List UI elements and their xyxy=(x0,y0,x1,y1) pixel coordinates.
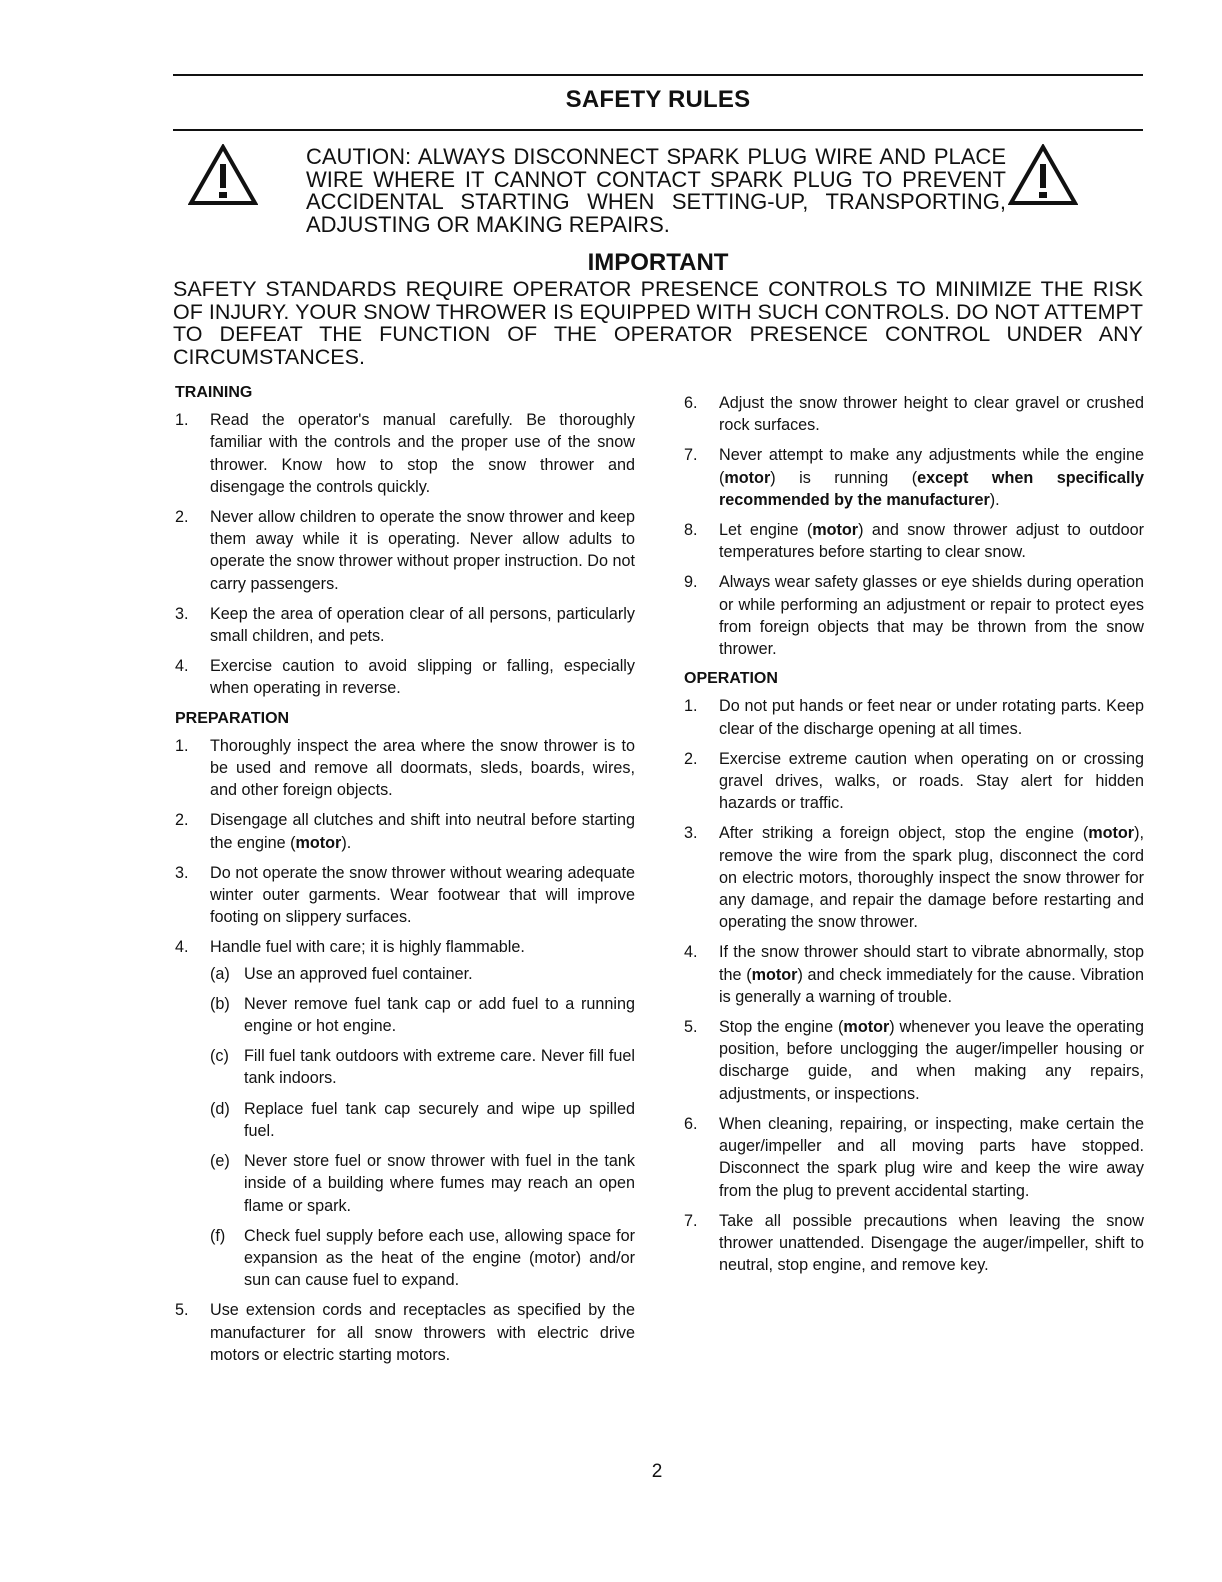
item-number: 6. xyxy=(684,394,698,412)
item-number: 4. xyxy=(175,938,189,957)
training-heading: TRAINING xyxy=(175,384,253,401)
item-number: 7. xyxy=(684,1211,698,1230)
item-text xyxy=(719,941,1144,1008)
list-item xyxy=(684,571,1144,660)
important-heading: IMPORTANT xyxy=(587,249,729,276)
bold-term: motor xyxy=(751,965,798,984)
sub-letter: (a) xyxy=(210,964,230,983)
list-item xyxy=(684,695,1144,739)
sub-text: Replace fuel tank cap securely and wipe up spilled fuel. xyxy=(244,1099,635,1140)
item-text: Read the operator's manual carefully. Be thoroughly familiar with the controls and the proper use of the snow thrower. Know how to stop the snow thrower and disengage the controls quickly. xyxy=(210,411,635,496)
page-title: SAFETY RULES xyxy=(565,86,751,113)
sub-item xyxy=(210,1045,635,1089)
sub-item xyxy=(210,1225,635,1292)
right-column xyxy=(684,392,1144,1284)
text-run: After striking a foreign object, stop the engine ( xyxy=(719,824,1089,843)
bold-term: motor xyxy=(295,833,342,852)
item-text: Adjust the snow thrower height to clear gravel or crushed rock surfaces. xyxy=(719,394,1144,435)
text-run: ) whenever you leave the operating position, before unclogging the auger/impeller housing or discharge guide, and when making any repairs, adjustments, or inspections. xyxy=(719,1018,1145,1103)
sub-text: Check fuel supply before each use, allowing space for expansion as the heat of the engine (motor) and/or sun can cause fuel to expand. xyxy=(244,1226,635,1290)
sub-item xyxy=(210,1150,635,1217)
item-number: 1. xyxy=(175,736,189,755)
item-text xyxy=(210,809,635,853)
text-run: ) and check immediately for the cause. Vibration is generally a warning of trouble. xyxy=(719,965,1144,1006)
page-number: 2 xyxy=(651,1461,663,1482)
item-number: 3. xyxy=(175,604,189,623)
item-number: 2. xyxy=(175,811,189,830)
item-number: 1. xyxy=(684,697,698,716)
preparation-heading: PREPARATION xyxy=(175,709,290,727)
list-item xyxy=(684,519,1144,563)
item-text: Always wear safety glasses or eye shields during operation or while performing an adjustment or repair to protect eyes from foreign objects that may be thrown from the snow thrower. xyxy=(719,573,1144,659)
text-run: Never attempt to make any adjustments while the engine ( xyxy=(719,446,1144,487)
sub-list xyxy=(175,963,635,1292)
sub-text: Fill fuel tank outdoors with extreme care. Never fill fuel tank indoors. xyxy=(244,1047,635,1088)
list-item xyxy=(684,822,1144,933)
text-run: If the snow thrower should start to vibrate abnormally, stop the ( xyxy=(719,943,1144,984)
item-text: Never allow children to operate the snow thrower and keep them away while it is operating. Never allow adults to operate the snow thrower without proper instruction. Do not carry passengers. xyxy=(210,508,635,593)
sub-text: Never store fuel or snow thrower with fuel in the tank inside of a building where fumes may reach an open flame or spark. xyxy=(244,1152,635,1215)
item-text xyxy=(719,519,1144,563)
sub-item xyxy=(210,1098,635,1142)
bold-term: motor xyxy=(843,1018,890,1037)
item-text: Exercise extreme caution when operating on or crossing gravel drives, walks, or roads. Stay alert for hidden hazards or traffic. xyxy=(719,749,1144,813)
list-item xyxy=(175,735,635,802)
text-run: ). xyxy=(989,490,1000,509)
sub-letter: (d) xyxy=(210,1099,230,1118)
item-text: Exercise caution to avoid slipping or falling, especially when operating in reverse. xyxy=(210,657,635,698)
list-item xyxy=(175,655,635,699)
item-number: 3. xyxy=(175,863,189,882)
text-run: ). xyxy=(341,833,352,852)
item-number: 5. xyxy=(684,1018,698,1037)
sub-letter: (c) xyxy=(210,1047,229,1066)
item-number: 1. xyxy=(175,411,189,430)
text-run: ), remove the wire from the spark plug, disconnect the cord on electric motors, thoroughly inspect the snow thrower for any damage, and repair the damage before restarting and operating the snow thrower. xyxy=(719,824,1144,932)
title-rule xyxy=(173,129,1143,131)
list-item xyxy=(684,444,1144,511)
list-item xyxy=(684,1210,1144,1277)
item-number: 3. xyxy=(684,824,698,843)
item-text: Do not operate the snow thrower without wearing adequate winter outer garments. Wear footwear that will improve footing on slippery surfaces. xyxy=(210,863,635,927)
sub-item xyxy=(210,993,635,1037)
item-text: Thoroughly inspect the area where the snow thrower is to be used and remove all doormats, sleds, boards, wires, and other foreign objects. xyxy=(210,736,635,800)
sub-letter: (f) xyxy=(210,1226,226,1245)
item-number: 4. xyxy=(684,943,698,962)
list-item xyxy=(684,941,1144,1008)
item-number: 6. xyxy=(684,1114,698,1133)
list-item xyxy=(175,936,635,958)
list-item xyxy=(175,1299,635,1366)
bold-term: motor xyxy=(1088,824,1135,843)
sub-text: Never remove fuel tank cap or add fuel to a running engine or hot engine. xyxy=(244,994,635,1036)
item-text xyxy=(719,444,1144,511)
item-text xyxy=(719,822,1144,933)
list-item xyxy=(175,809,635,853)
important-notice: SAFETY STANDARDS REQUIRE OPERATOR PRESENCE CONTROLS TO MINIMIZE THE RISK OF INJURY. YOUR SNOW THROWER IS EQUIPPED WITH SUCH CONTROLS. DO NOT ATTEMPT TO DEFEAT THE FUNCTION OF THE OPERATOR PRESENCE CONTROL UNDER ANY CIRCUMSTANCES. xyxy=(173,277,1143,369)
bold-term: except when specifically recommended by the manufacturer xyxy=(719,468,1144,509)
item-text: Handle fuel with care; it is highly flammable. xyxy=(210,938,525,957)
item-number: 7. xyxy=(684,446,698,465)
list-item xyxy=(684,1113,1144,1202)
sub-text: Use an approved fuel container. xyxy=(244,964,473,983)
list-item xyxy=(175,506,635,595)
list-item xyxy=(684,1016,1144,1105)
list-item xyxy=(175,603,635,647)
text-run: ) and snow thrower adjust to outdoor temperatures before starting to clear snow. xyxy=(719,521,1145,562)
text-run: ) is running ( xyxy=(770,468,918,487)
item-text xyxy=(719,1016,1144,1105)
item-text: Use extension cords and receptacles as specified by the manufacturer for all snow throwers with electric drive motors or electric starting motors. xyxy=(210,1301,635,1364)
top-rule xyxy=(173,74,1143,76)
warning-triangle-icon xyxy=(1008,144,1078,206)
bold-term: motor xyxy=(724,468,771,487)
item-text: Keep the area of operation clear of all persons, particularly small children, and pets. xyxy=(210,604,635,646)
item-number: 2. xyxy=(175,508,189,527)
item-text: Do not put hands or feet near or under rotating parts. Keep clear of the discharge opening at all times. xyxy=(719,697,1144,738)
item-number: 8. xyxy=(684,521,698,540)
sub-letter: (e) xyxy=(210,1152,230,1171)
operation-heading: OPERATION xyxy=(684,670,778,688)
warning-triangle-icon xyxy=(188,144,258,206)
text-run: Disengage all clutches and shift into neutral before starting the engine ( xyxy=(210,811,635,852)
list-item xyxy=(175,862,635,929)
text-run: Stop the engine ( xyxy=(719,1018,844,1037)
item-number: 2. xyxy=(684,749,698,768)
caution-notice: CAUTION: ALWAYS DISCONNECT SPARK PLUG WIRE AND PLACE WIRE WHERE IT CANNOT CONTACT SPARK PLUG TO PREVENT ACCIDENTAL STARTING WHEN SETTING-UP, TRANSPORTING, ADJUSTING OR MAKING REPAIRS. xyxy=(306,144,1006,237)
list-item xyxy=(175,409,635,498)
item-text: Take all possible precautions when leaving the snow thrower unattended. Disengage the auger/impeller, shift to neutral, stop engine, and remove key. xyxy=(719,1211,1144,1275)
item-text: When cleaning, repairing, or inspecting, make certain the auger/impeller and all moving parts have stopped. Disconnect the spark plug wire and keep the wire away from the plug to prevent accidental starting. xyxy=(719,1114,1144,1200)
left-column xyxy=(175,382,635,1374)
item-number: 9. xyxy=(684,573,698,592)
bold-term: motor xyxy=(812,521,859,540)
text-run: Let engine ( xyxy=(719,521,813,540)
item-number: 5. xyxy=(175,1301,189,1320)
sub-item xyxy=(210,963,635,985)
list-item xyxy=(684,748,1144,815)
list-item xyxy=(684,392,1144,436)
item-number: 4. xyxy=(175,657,189,676)
sub-letter: (b) xyxy=(210,994,230,1013)
